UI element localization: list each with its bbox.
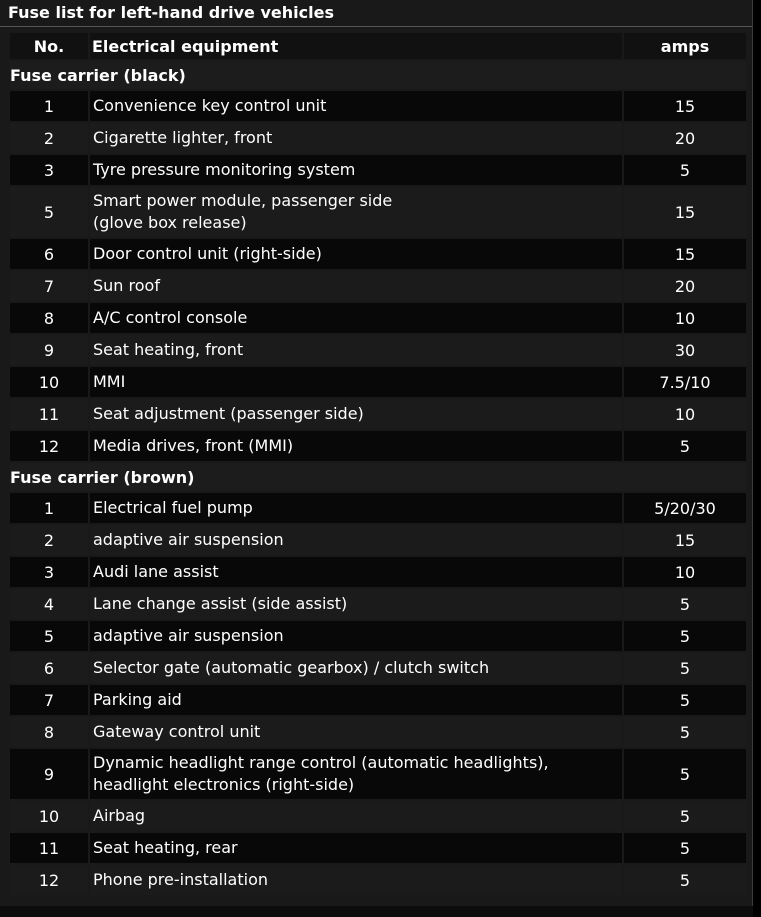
fuse-number: 8 — [10, 303, 88, 333]
group-row — [10, 61, 746, 89]
table-row — [10, 685, 746, 715]
fuse-number: 12 — [10, 431, 88, 461]
fuse-number: 6 — [10, 239, 88, 269]
equipment-line: Door control unit (right-side) — [93, 244, 322, 263]
fuse-number: 2 — [10, 123, 88, 153]
fuse-amps: 5 — [624, 717, 746, 747]
table-row — [10, 621, 746, 651]
table-row — [10, 239, 746, 269]
table-row — [10, 717, 746, 747]
fuse-equipment — [90, 801, 622, 831]
fuse-number: 1 — [10, 493, 88, 523]
table-row — [10, 335, 746, 365]
fuse-amps: 5 — [624, 833, 746, 863]
equipment-line: Audi lane assist — [93, 562, 219, 581]
equipment-line: Sun roof — [93, 276, 160, 295]
table-row — [10, 525, 746, 555]
equipment-line: Selector gate (automatic gearbox) / clutch switch — [93, 658, 490, 677]
fuse-amps: 30 — [624, 335, 746, 365]
equipment-line: Airbag — [93, 806, 146, 825]
group-label: Fuse carrier (black) — [10, 61, 746, 89]
equipment-line: adaptive air suspension — [93, 626, 284, 645]
table-row — [10, 367, 746, 397]
fuse-number: 5 — [10, 187, 88, 237]
equipment-line: Parking aid — [93, 690, 182, 709]
fuse-equipment — [90, 335, 622, 365]
fuse-equipment — [90, 91, 622, 121]
fuse-amps: 5 — [624, 653, 746, 683]
fuse-amps: 5 — [624, 685, 746, 715]
fuse-amps: 10 — [624, 303, 746, 333]
equipment-line-2: (glove box release) — [93, 213, 247, 232]
fuse-number: 10 — [10, 801, 88, 831]
fuse-amps: 5 — [624, 621, 746, 651]
fuse-number: 11 — [10, 399, 88, 429]
fuse-number: 8 — [10, 717, 88, 747]
fuse-equipment — [90, 833, 622, 863]
fuse-amps: 5 — [624, 865, 746, 895]
group-row — [10, 463, 746, 491]
fuse-number: 12 — [10, 865, 88, 895]
equipment-line-2: headlight electronics (right-side) — [93, 775, 355, 794]
fuse-table — [8, 31, 748, 897]
equipment-line: MMI — [93, 372, 126, 391]
table-row — [10, 589, 746, 619]
fuse-equipment — [90, 303, 622, 333]
fuse-number: 3 — [10, 155, 88, 185]
fuse-amps: 15 — [624, 91, 746, 121]
equipment-line: Seat heating, front — [93, 340, 244, 359]
column-header-equipment: Electrical equipment — [90, 33, 622, 59]
fuse-number: 7 — [10, 685, 88, 715]
fuse-amps: 20 — [624, 271, 746, 301]
equipment-line: Media drives, front (MMI) — [93, 436, 294, 455]
fuse-equipment — [90, 749, 622, 799]
fuse-equipment — [90, 525, 622, 555]
fuse-equipment — [90, 123, 622, 153]
equipment-line: Phone pre-installation — [93, 870, 268, 889]
fuse-amps: 5 — [624, 431, 746, 461]
table-row — [10, 653, 746, 683]
fuse-amps: 5/20/30 — [624, 493, 746, 523]
fuse-number: 5 — [10, 621, 88, 651]
fuse-amps: 5 — [624, 801, 746, 831]
fuse-equipment — [90, 187, 622, 237]
panel-bottom-edge — [0, 906, 753, 917]
table-header — [10, 33, 746, 59]
table-row — [10, 557, 746, 587]
equipment-line: Seat adjustment (passenger side) — [93, 404, 364, 423]
equipment-line: Electrical fuel pump — [93, 498, 253, 517]
equipment-line: Gateway control unit — [93, 722, 261, 741]
fuse-amps: 10 — [624, 399, 746, 429]
table-row — [10, 91, 746, 121]
table-row — [10, 155, 746, 185]
fuse-amps: 15 — [624, 239, 746, 269]
fuse-amps: 15 — [624, 187, 746, 237]
equipment-line: adaptive air suspension — [93, 530, 284, 549]
page-title: Fuse list for left-hand drive vehicles — [8, 3, 334, 22]
fuse-number: 1 — [10, 91, 88, 121]
table-row — [10, 749, 746, 799]
fuse-number: 6 — [10, 653, 88, 683]
fuse-equipment — [90, 557, 622, 587]
fuse-equipment — [90, 717, 622, 747]
fuse-equipment — [90, 493, 622, 523]
fuse-number: 7 — [10, 271, 88, 301]
column-header-no: No. — [10, 33, 88, 59]
table-body — [10, 61, 746, 895]
column-header-amps: amps — [624, 33, 746, 59]
equipment-line: A/C control console — [93, 308, 248, 327]
group-label: Fuse carrier (brown) — [10, 463, 746, 491]
fuse-equipment — [90, 155, 622, 185]
fuse-equipment — [90, 367, 622, 397]
equipment-line: Convenience key control unit — [93, 96, 327, 115]
fuse-equipment — [90, 431, 622, 461]
fuse-number: 9 — [10, 335, 88, 365]
fuse-amps: 10 — [624, 557, 746, 587]
fuse-amps: 5 — [624, 749, 746, 799]
fuse-equipment — [90, 239, 622, 269]
table-row — [10, 123, 746, 153]
equipment-line: Seat heating, rear — [93, 838, 238, 857]
fuse-number: 11 — [10, 833, 88, 863]
fuse-amps: 20 — [624, 123, 746, 153]
fuse-amps: 15 — [624, 525, 746, 555]
table-row — [10, 801, 746, 831]
fuse-number: 10 — [10, 367, 88, 397]
table-row — [10, 399, 746, 429]
equipment-line: Smart power module, passenger side — [93, 191, 393, 210]
table-row — [10, 187, 746, 237]
fuse-equipment — [90, 685, 622, 715]
table-row — [10, 303, 746, 333]
fuse-equipment — [90, 653, 622, 683]
table-row — [10, 493, 746, 523]
table-row — [10, 833, 746, 863]
fuse-equipment — [90, 621, 622, 651]
fuse-number: 9 — [10, 749, 88, 799]
table-row — [10, 865, 746, 895]
fuse-amps: 5 — [624, 155, 746, 185]
equipment-line: Lane change assist (side assist) — [93, 594, 348, 613]
fuse-equipment — [90, 589, 622, 619]
table-row — [10, 271, 746, 301]
fuse-number: 2 — [10, 525, 88, 555]
fuse-amps: 7.5/10 — [624, 367, 746, 397]
fuse-equipment — [90, 399, 622, 429]
equipment-line: Tyre pressure monitoring system — [93, 160, 356, 179]
equipment-line: Dynamic headlight range control (automatic headlights), — [93, 753, 549, 772]
equipment-line: Cigarette lighter, front — [93, 128, 273, 147]
fuse-number: 3 — [10, 557, 88, 587]
title-divider — [0, 26, 752, 27]
table-row — [10, 431, 746, 461]
fuse-number: 4 — [10, 589, 88, 619]
fuse-amps: 5 — [624, 589, 746, 619]
fuse-equipment — [90, 865, 622, 895]
fuse-equipment — [90, 271, 622, 301]
